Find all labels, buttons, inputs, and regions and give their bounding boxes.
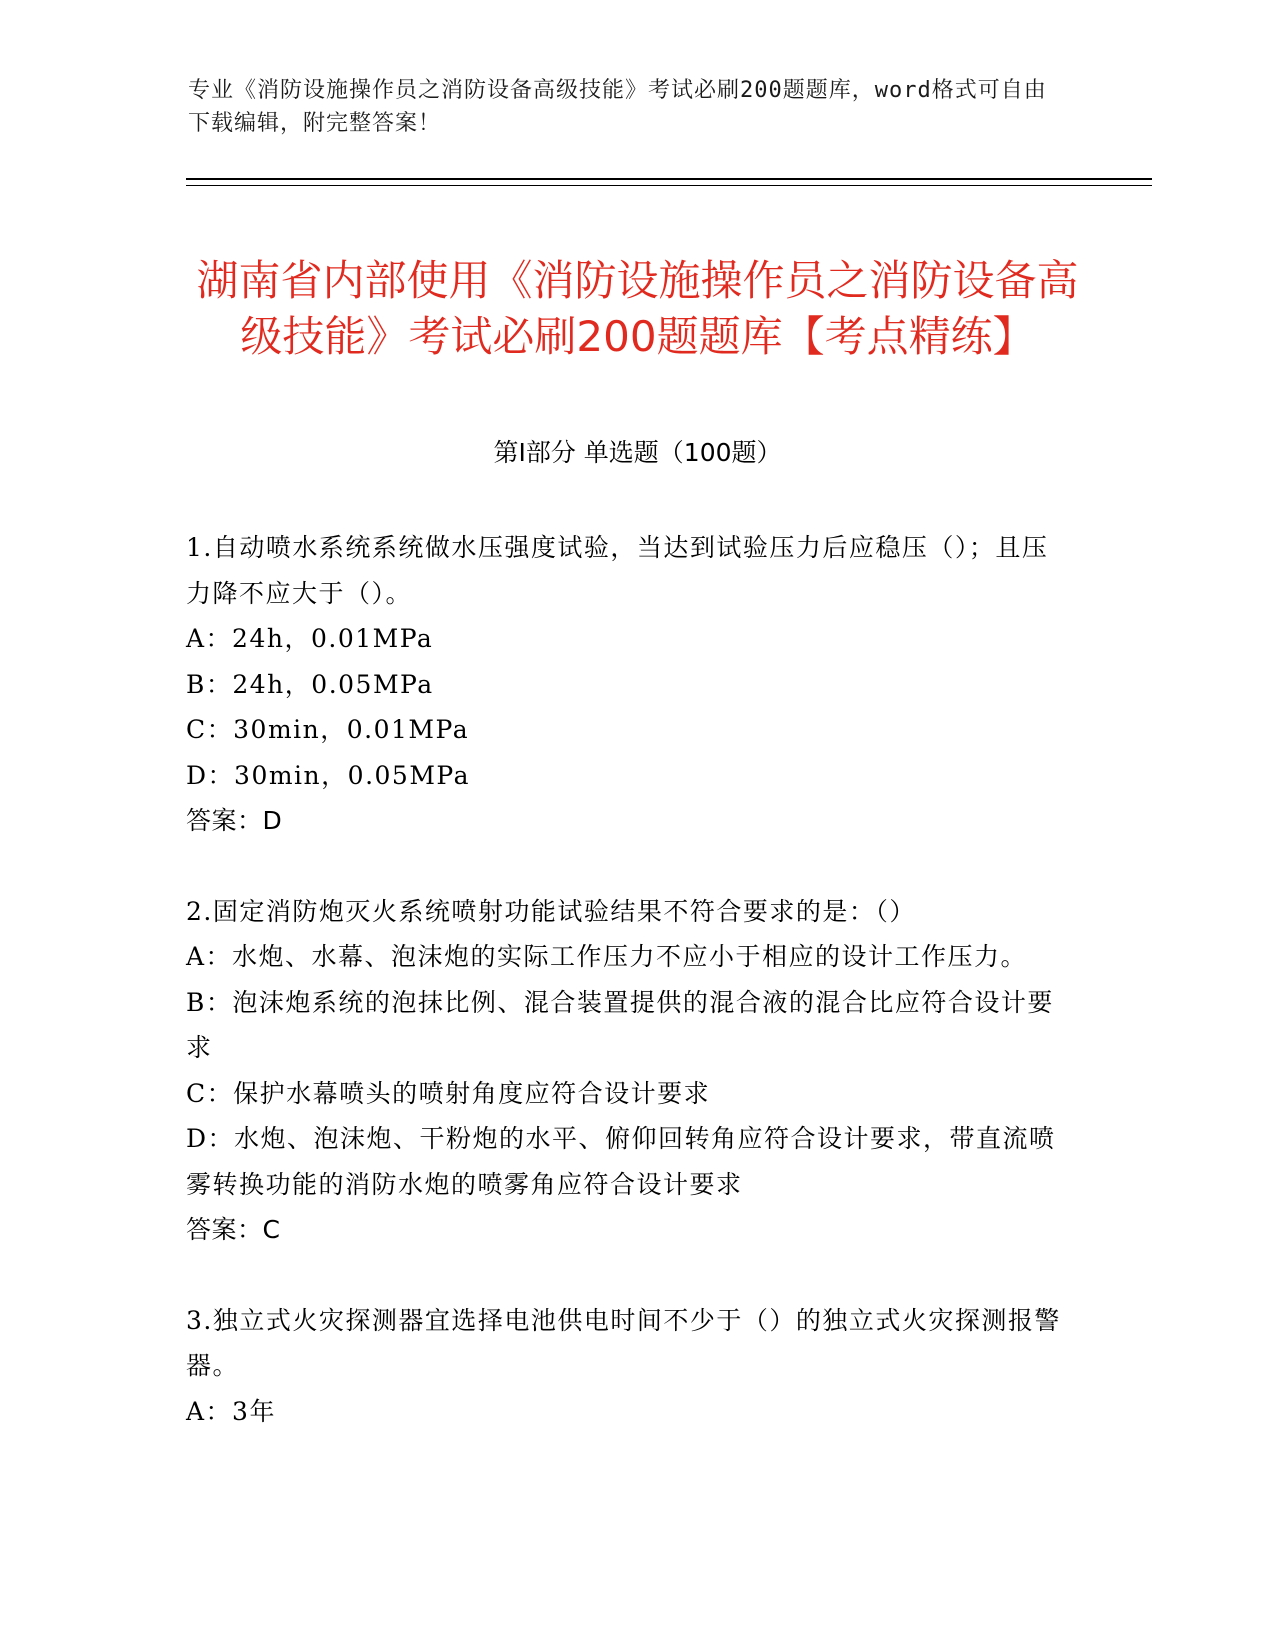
- option-b: B：泡沫炮系统的泡抹比例、混合装置提供的混合液的混合比应符合设计要求: [186, 987, 1054, 1062]
- question-list: [186, 525, 1066, 1479]
- option-a: A：3年: [186, 1396, 276, 1426]
- question-3: [186, 1298, 1066, 1435]
- answer-line: 答案：D: [186, 806, 283, 835]
- option-a: A：水炮、水幕、泡沫炮的实际工作压力不应小于相应的设计工作压力。: [186, 942, 1028, 971]
- header-divider-thin: [186, 185, 1152, 186]
- question-1: [186, 525, 1066, 844]
- answer-line: 答案：C: [186, 1215, 281, 1244]
- section-heading: 第Ⅰ部分 单选题（100题）: [493, 438, 782, 467]
- option-b: B：24h，0.05MPa: [186, 669, 434, 699]
- option-c: C：保护水幕喷头的喷射角度应符合设计要求: [186, 1078, 711, 1108]
- question-stem: 1.自动喷水系统系统做水压强度试验，当达到试验压力后应稳压（）；且压力降不应大于（）。: [186, 533, 1049, 608]
- question-2: [186, 889, 1066, 1253]
- option-c: C：30min，0.01MPa: [186, 715, 470, 744]
- option-d: D：水炮、泡沫炮、干粉炮的水平、俯仰回转角应符合设计要求，带直流喷雾转换功能的消防水炮的喷雾角应符合设计要求: [186, 1124, 1056, 1199]
- header-divider-thick: [186, 178, 1152, 180]
- option-d: D：30min，0.05MPa: [186, 760, 471, 790]
- document-title: 湖南省内部使用《消防设施操作员之消防设备高级技能》考试必刷200题题库【考点精练】: [196, 256, 1079, 362]
- header-note: 专业《消防设施操作员之消防设备高级技能》考试必刷200题题库，word格式可自由下载编辑，附完整答案！: [188, 78, 1047, 136]
- question-stem: 3.独立式火灾探测器宜选择电池供电时间不少于（）的独立式火灾探测报警器。: [186, 1305, 1061, 1380]
- question-stem: 2.固定消防炮灭火系统喷射功能试验结果不符合要求的是：（）: [186, 896, 916, 926]
- option-a: A：24h，0.01MPa: [186, 624, 434, 653]
